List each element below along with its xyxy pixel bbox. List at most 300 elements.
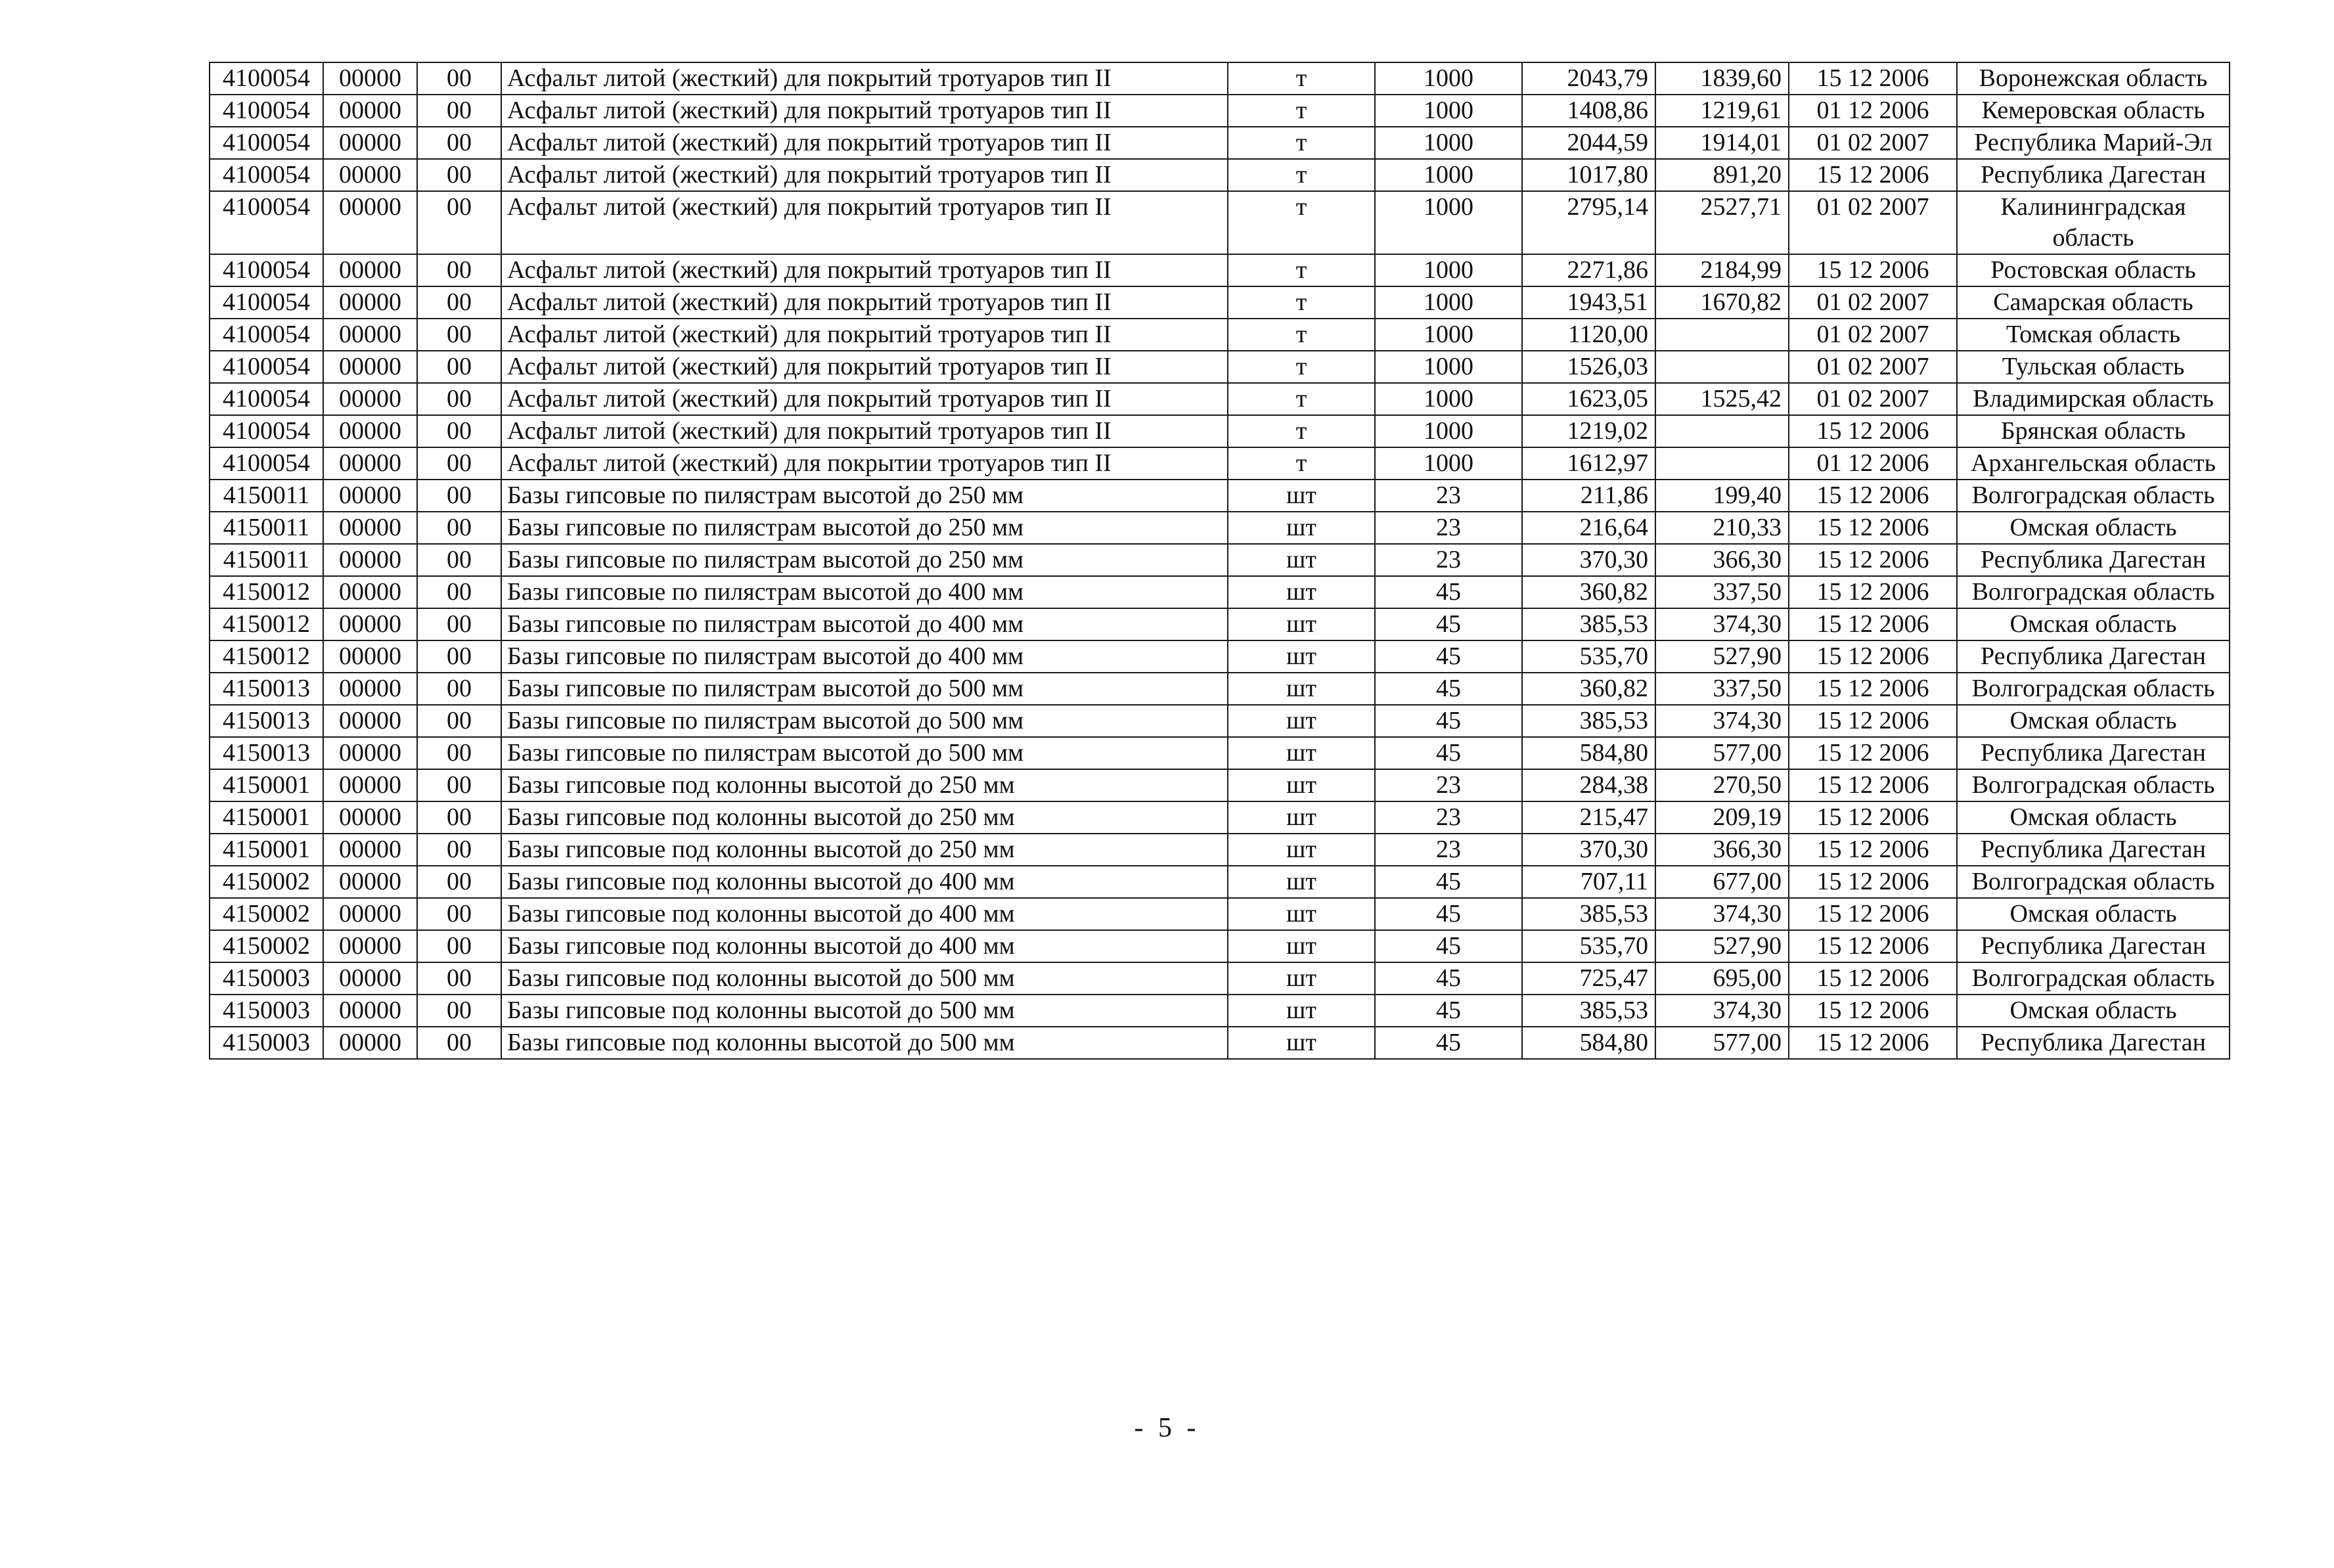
material-code-cell: 4150003 xyxy=(210,1027,323,1059)
material-name-cell: Базы гипсовые под колонны высотой до 400 мм xyxy=(501,866,1228,898)
material-code-cell: 4150011 xyxy=(210,512,323,544)
index-cell: 00 xyxy=(417,95,501,127)
table-row xyxy=(210,1027,2230,1059)
date-cell: 15 12 2006 xyxy=(1789,480,1957,512)
quantity-cell: 45 xyxy=(1375,1027,1522,1059)
subcode-cell: 00000 xyxy=(323,254,417,286)
quantity-cell: 45 xyxy=(1375,866,1522,898)
region-cell: Калининградская область xyxy=(1957,191,2230,254)
table-row xyxy=(210,544,2230,576)
price-alt-cell: 527,90 xyxy=(1655,930,1789,962)
index-cell: 00 xyxy=(417,705,501,737)
index-cell: 00 xyxy=(417,576,501,608)
quantity-cell: 45 xyxy=(1375,995,1522,1027)
quantity-cell: 23 xyxy=(1375,544,1522,576)
material-code-cell: 4100054 xyxy=(210,159,323,191)
price-alt-cell: 891,20 xyxy=(1655,159,1789,191)
unit-cell: шт xyxy=(1228,962,1375,995)
table-row xyxy=(210,351,2230,383)
region-cell: Республика Дагестан xyxy=(1957,640,2230,673)
material-code-cell: 4150012 xyxy=(210,576,323,608)
index-cell: 00 xyxy=(417,127,501,159)
price-cell: 725,47 xyxy=(1522,962,1655,995)
price-alt-cell: 1839,60 xyxy=(1655,62,1789,95)
price-cell: 535,70 xyxy=(1522,640,1655,673)
region-cell: Омская область xyxy=(1957,608,2230,640)
region-cell: Кемеровская область xyxy=(1957,95,2230,127)
region-cell: Волгоградская область xyxy=(1957,673,2230,705)
table-row xyxy=(210,898,2230,930)
date-cell: 15 12 2006 xyxy=(1789,608,1957,640)
index-cell: 00 xyxy=(417,962,501,995)
table-row xyxy=(210,286,2230,319)
material-code-cell: 4150013 xyxy=(210,705,323,737)
region-cell: Республика Дагестан xyxy=(1957,834,2230,866)
material-name-cell: Асфальт литой (жесткий) для покрытий тротуаров тип II xyxy=(501,286,1228,319)
material-name-cell: Базы гипсовые под колонны высотой до 250 мм xyxy=(501,801,1228,834)
price-alt-cell: 374,30 xyxy=(1655,705,1789,737)
subcode-cell: 00000 xyxy=(323,351,417,383)
price-alt-cell: 2527,71 xyxy=(1655,191,1789,254)
price-alt-cell xyxy=(1655,319,1789,351)
material-code-cell: 4150002 xyxy=(210,866,323,898)
date-cell: 15 12 2006 xyxy=(1789,866,1957,898)
region-cell: Самарская область xyxy=(1957,286,2230,319)
subcode-cell: 00000 xyxy=(323,447,417,480)
quantity-cell: 1000 xyxy=(1375,383,1522,415)
unit-cell: т xyxy=(1228,62,1375,95)
unit-cell: т xyxy=(1228,127,1375,159)
material-name-cell: Асфальт литой (жесткий) для покрытий тротуаров тип II xyxy=(501,415,1228,447)
material-name-cell: Базы гипсовые по пилястрам высотой до 400 мм xyxy=(501,640,1228,673)
index-cell: 00 xyxy=(417,254,501,286)
price-cell: 385,53 xyxy=(1522,995,1655,1027)
material-name-cell: Асфальт литой (жесткий) для покрытий тротуаров тип II xyxy=(501,383,1228,415)
region-cell: Томская область xyxy=(1957,319,2230,351)
price-alt-cell: 337,50 xyxy=(1655,673,1789,705)
price-cell: 360,82 xyxy=(1522,673,1655,705)
index-cell: 00 xyxy=(417,769,501,801)
subcode-cell: 00000 xyxy=(323,544,417,576)
material-code-cell: 4150013 xyxy=(210,673,323,705)
price-cell: 1943,51 xyxy=(1522,286,1655,319)
date-cell: 15 12 2006 xyxy=(1789,1027,1957,1059)
material-name-cell: Базы гипсовые по пилястрам высотой до 500 мм xyxy=(501,673,1228,705)
subcode-cell: 00000 xyxy=(323,608,417,640)
unit-cell: шт xyxy=(1228,608,1375,640)
region-cell: Омская область xyxy=(1957,801,2230,834)
index-cell: 00 xyxy=(417,898,501,930)
index-cell: 00 xyxy=(417,351,501,383)
date-cell: 01 12 2006 xyxy=(1789,95,1957,127)
date-cell: 01 02 2007 xyxy=(1789,319,1957,351)
unit-cell: шт xyxy=(1228,705,1375,737)
table-row xyxy=(210,62,2230,95)
quantity-cell: 23 xyxy=(1375,834,1522,866)
quantity-cell: 45 xyxy=(1375,576,1522,608)
date-cell: 15 12 2006 xyxy=(1789,640,1957,673)
quantity-cell: 23 xyxy=(1375,769,1522,801)
material-name-cell: Базы гипсовые под колонны высотой до 500 мм xyxy=(501,995,1228,1027)
region-cell: Волгоградская область xyxy=(1957,866,2230,898)
price-alt-cell: 199,40 xyxy=(1655,480,1789,512)
region-cell: Омская область xyxy=(1957,512,2230,544)
date-cell: 15 12 2006 xyxy=(1789,834,1957,866)
index-cell: 00 xyxy=(417,159,501,191)
index-cell: 00 xyxy=(417,480,501,512)
price-cell: 584,80 xyxy=(1522,737,1655,769)
quantity-cell: 1000 xyxy=(1375,447,1522,480)
price-alt-cell: 209,19 xyxy=(1655,801,1789,834)
material-name-cell: Асфальт литой (жесткий) для покрытий тротуаров тип II xyxy=(501,62,1228,95)
subcode-cell: 00000 xyxy=(323,995,417,1027)
subcode-cell: 00000 xyxy=(323,480,417,512)
quantity-cell: 1000 xyxy=(1375,254,1522,286)
price-alt-cell: 577,00 xyxy=(1655,1027,1789,1059)
index-cell: 00 xyxy=(417,512,501,544)
unit-cell: шт xyxy=(1228,801,1375,834)
material-code-cell: 4100054 xyxy=(210,351,323,383)
table-row xyxy=(210,866,2230,898)
material-name-cell: Базы гипсовые по пилястрам высотой до 400 мм xyxy=(501,608,1228,640)
unit-cell: т xyxy=(1228,447,1375,480)
subcode-cell: 00000 xyxy=(323,801,417,834)
index-cell: 00 xyxy=(417,834,501,866)
index-cell: 00 xyxy=(417,447,501,480)
price-alt-cell: 270,50 xyxy=(1655,769,1789,801)
index-cell: 00 xyxy=(417,995,501,1027)
table-row xyxy=(210,801,2230,834)
unit-cell: т xyxy=(1228,191,1375,254)
quantity-cell: 1000 xyxy=(1375,286,1522,319)
table-row xyxy=(210,415,2230,447)
material-code-cell: 4150002 xyxy=(210,898,323,930)
material-name-cell: Базы гипсовые под колонны высотой до 250 мм xyxy=(501,769,1228,801)
price-alt-cell: 366,30 xyxy=(1655,834,1789,866)
region-cell: Архангельская область xyxy=(1957,447,2230,480)
price-cell: 1408,86 xyxy=(1522,95,1655,127)
quantity-cell: 45 xyxy=(1375,705,1522,737)
index-cell: 00 xyxy=(417,191,501,254)
table-row xyxy=(210,159,2230,191)
table-row xyxy=(210,480,2230,512)
material-code-cell: 4100054 xyxy=(210,447,323,480)
price-table xyxy=(209,62,2230,1060)
subcode-cell: 00000 xyxy=(323,705,417,737)
subcode-cell: 00000 xyxy=(323,898,417,930)
table-row xyxy=(210,705,2230,737)
material-code-cell: 4100054 xyxy=(210,319,323,351)
material-code-cell: 4150003 xyxy=(210,962,323,995)
unit-cell: шт xyxy=(1228,737,1375,769)
date-cell: 15 12 2006 xyxy=(1789,737,1957,769)
price-alt-cell xyxy=(1655,447,1789,480)
unit-cell: шт xyxy=(1228,673,1375,705)
table-row xyxy=(210,127,2230,159)
subcode-cell: 00000 xyxy=(323,866,417,898)
price-cell: 370,30 xyxy=(1522,544,1655,576)
quantity-cell: 45 xyxy=(1375,737,1522,769)
material-name-cell: Асфальт литой (жесткий) для покрытий тротуаров тип II xyxy=(501,254,1228,286)
material-code-cell: 4100054 xyxy=(210,95,323,127)
price-alt-cell: 577,00 xyxy=(1655,737,1789,769)
subcode-cell: 00000 xyxy=(323,737,417,769)
table-row xyxy=(210,995,2230,1027)
price-alt-cell: 1525,42 xyxy=(1655,383,1789,415)
date-cell: 15 12 2006 xyxy=(1789,673,1957,705)
quantity-cell: 1000 xyxy=(1375,319,1522,351)
region-cell: Волгоградская область xyxy=(1957,576,2230,608)
material-code-cell: 4150003 xyxy=(210,995,323,1027)
material-name-cell: Базы гипсовые по пилястрам высотой до 500 мм xyxy=(501,705,1228,737)
subcode-cell: 00000 xyxy=(323,159,417,191)
price-alt-cell: 1670,82 xyxy=(1655,286,1789,319)
material-name-cell: Асфальт литой (жесткий) для покрытии тротуаров тип II xyxy=(501,447,1228,480)
price-alt-cell: 695,00 xyxy=(1655,962,1789,995)
date-cell: 15 12 2006 xyxy=(1789,801,1957,834)
material-code-cell: 4100054 xyxy=(210,383,323,415)
price-cell: 370,30 xyxy=(1522,834,1655,866)
date-cell: 15 12 2006 xyxy=(1789,769,1957,801)
quantity-cell: 1000 xyxy=(1375,415,1522,447)
unit-cell: шт xyxy=(1228,930,1375,962)
index-cell: 00 xyxy=(417,608,501,640)
table-row xyxy=(210,447,2230,480)
table-row xyxy=(210,512,2230,544)
unit-cell: шт xyxy=(1228,834,1375,866)
price-cell: 1623,05 xyxy=(1522,383,1655,415)
date-cell: 15 12 2006 xyxy=(1789,705,1957,737)
material-name-cell: Базы гипсовые под колонны высотой до 250 мм xyxy=(501,834,1228,866)
subcode-cell: 00000 xyxy=(323,62,417,95)
price-cell: 385,53 xyxy=(1522,608,1655,640)
price-cell: 1017,80 xyxy=(1522,159,1655,191)
unit-cell: шт xyxy=(1228,480,1375,512)
table-row xyxy=(210,673,2230,705)
quantity-cell: 45 xyxy=(1375,962,1522,995)
price-cell: 215,47 xyxy=(1522,801,1655,834)
table-row xyxy=(210,95,2230,127)
price-alt-cell: 374,30 xyxy=(1655,608,1789,640)
material-code-cell: 4100054 xyxy=(210,127,323,159)
quantity-cell: 45 xyxy=(1375,640,1522,673)
price-cell: 584,80 xyxy=(1522,1027,1655,1059)
subcode-cell: 00000 xyxy=(323,127,417,159)
region-cell: Омская область xyxy=(1957,995,2230,1027)
quantity-cell: 45 xyxy=(1375,608,1522,640)
price-cell: 1612,97 xyxy=(1522,447,1655,480)
price-alt-cell: 374,30 xyxy=(1655,898,1789,930)
quantity-cell: 1000 xyxy=(1375,351,1522,383)
quantity-cell: 23 xyxy=(1375,512,1522,544)
price-cell: 385,53 xyxy=(1522,898,1655,930)
price-cell: 707,11 xyxy=(1522,866,1655,898)
material-code-cell: 4150001 xyxy=(210,834,323,866)
index-cell: 00 xyxy=(417,415,501,447)
price-alt-cell: 677,00 xyxy=(1655,866,1789,898)
page-number: - 5 - xyxy=(1134,1413,1200,1443)
index-cell: 00 xyxy=(417,801,501,834)
unit-cell: т xyxy=(1228,159,1375,191)
unit-cell: т xyxy=(1228,286,1375,319)
date-cell: 15 12 2006 xyxy=(1789,512,1957,544)
date-cell: 15 12 2006 xyxy=(1789,995,1957,1027)
subcode-cell: 00000 xyxy=(323,319,417,351)
price-cell: 211,86 xyxy=(1522,480,1655,512)
subcode-cell: 00000 xyxy=(323,95,417,127)
unit-cell: шт xyxy=(1228,769,1375,801)
table-row xyxy=(210,191,2230,254)
unit-cell: т xyxy=(1228,95,1375,127)
date-cell: 15 12 2006 xyxy=(1789,898,1957,930)
subcode-cell: 00000 xyxy=(323,576,417,608)
price-alt-cell xyxy=(1655,415,1789,447)
unit-cell: шт xyxy=(1228,544,1375,576)
region-cell: Тульская область xyxy=(1957,351,2230,383)
subcode-cell: 00000 xyxy=(323,383,417,415)
material-code-cell: 4150012 xyxy=(210,608,323,640)
material-code-cell: 4100054 xyxy=(210,191,323,254)
subcode-cell: 00000 xyxy=(323,769,417,801)
index-cell: 00 xyxy=(417,383,501,415)
index-cell: 00 xyxy=(417,544,501,576)
index-cell: 00 xyxy=(417,866,501,898)
date-cell: 01 02 2007 xyxy=(1789,191,1957,254)
table-row xyxy=(210,769,2230,801)
material-name-cell: Базы гипсовые по пилястрам высотой до 250 мм xyxy=(501,544,1228,576)
price-cell: 2795,14 xyxy=(1522,191,1655,254)
date-cell: 15 12 2006 xyxy=(1789,544,1957,576)
subcode-cell: 00000 xyxy=(323,640,417,673)
material-code-cell: 4150002 xyxy=(210,930,323,962)
material-name-cell: Асфальт литой (жесткий) для покрытий тротуаров тип II xyxy=(501,351,1228,383)
material-name-cell: Базы гипсовые по пилястрам высотой до 400 мм xyxy=(501,576,1228,608)
date-cell: 15 12 2006 xyxy=(1789,415,1957,447)
material-code-cell: 4150011 xyxy=(210,480,323,512)
date-cell: 15 12 2006 xyxy=(1789,254,1957,286)
table-body xyxy=(210,62,2230,1059)
unit-cell: т xyxy=(1228,415,1375,447)
table-row xyxy=(210,640,2230,673)
price-cell: 2271,86 xyxy=(1522,254,1655,286)
region-cell: Брянская область xyxy=(1957,415,2230,447)
region-cell: Волгоградская область xyxy=(1957,769,2230,801)
price-alt-cell: 2184,99 xyxy=(1655,254,1789,286)
material-code-cell: 4150012 xyxy=(210,640,323,673)
table-row xyxy=(210,576,2230,608)
date-cell: 01 02 2007 xyxy=(1789,383,1957,415)
price-cell: 1120,00 xyxy=(1522,319,1655,351)
region-cell: Омская область xyxy=(1957,898,2230,930)
unit-cell: шт xyxy=(1228,898,1375,930)
region-cell: Республика Дагестан xyxy=(1957,1027,2230,1059)
region-cell: Республика Дагестан xyxy=(1957,159,2230,191)
date-cell: 01 02 2007 xyxy=(1789,127,1957,159)
material-name-cell: Базы гипсовые по пилястрам высотой до 250 мм xyxy=(501,480,1228,512)
quantity-cell: 23 xyxy=(1375,801,1522,834)
table-row xyxy=(210,930,2230,962)
region-cell: Республика Дагестан xyxy=(1957,737,2230,769)
material-name-cell: Базы гипсовые под колонны высотой до 500 мм xyxy=(501,1027,1228,1059)
index-cell: 00 xyxy=(417,319,501,351)
material-code-cell: 4100054 xyxy=(210,286,323,319)
date-cell: 01 02 2007 xyxy=(1789,286,1957,319)
quantity-cell: 45 xyxy=(1375,930,1522,962)
date-cell: 15 12 2006 xyxy=(1789,159,1957,191)
unit-cell: т xyxy=(1228,383,1375,415)
table-row xyxy=(210,834,2230,866)
subcode-cell: 00000 xyxy=(323,962,417,995)
quantity-cell: 1000 xyxy=(1375,62,1522,95)
date-cell: 15 12 2006 xyxy=(1789,930,1957,962)
price-cell: 2044,59 xyxy=(1522,127,1655,159)
subcode-cell: 00000 xyxy=(323,673,417,705)
price-cell: 2043,79 xyxy=(1522,62,1655,95)
region-cell: Воронежская область xyxy=(1957,62,2230,95)
quantity-cell: 45 xyxy=(1375,673,1522,705)
unit-cell: шт xyxy=(1228,640,1375,673)
material-name-cell: Асфальт литой (жесткий) для покрытий тротуаров тип II xyxy=(501,319,1228,351)
material-code-cell: 4100054 xyxy=(210,254,323,286)
index-cell: 00 xyxy=(417,1027,501,1059)
material-name-cell: Базы гипсовые под колонны высотой до 500 мм xyxy=(501,962,1228,995)
price-cell: 1526,03 xyxy=(1522,351,1655,383)
table-row xyxy=(210,608,2230,640)
date-cell: 15 12 2006 xyxy=(1789,962,1957,995)
subcode-cell: 00000 xyxy=(323,1027,417,1059)
price-alt-cell: 366,30 xyxy=(1655,544,1789,576)
index-cell: 00 xyxy=(417,62,501,95)
unit-cell: шт xyxy=(1228,866,1375,898)
material-name-cell: Базы гипсовые под колонны высотой до 400 мм xyxy=(501,930,1228,962)
region-cell: Волгоградская область xyxy=(1957,480,2230,512)
unit-cell: т xyxy=(1228,254,1375,286)
material-code-cell: 4150001 xyxy=(210,801,323,834)
table-row xyxy=(210,962,2230,995)
index-cell: 00 xyxy=(417,286,501,319)
subcode-cell: 00000 xyxy=(323,512,417,544)
material-code-cell: 4150013 xyxy=(210,737,323,769)
quantity-cell: 1000 xyxy=(1375,95,1522,127)
unit-cell: т xyxy=(1228,319,1375,351)
price-cell: 360,82 xyxy=(1522,576,1655,608)
quantity-cell: 23 xyxy=(1375,480,1522,512)
date-cell: 15 12 2006 xyxy=(1789,62,1957,95)
region-cell: Волгоградская область xyxy=(1957,962,2230,995)
price-cell: 284,38 xyxy=(1522,769,1655,801)
price-alt-cell xyxy=(1655,351,1789,383)
quantity-cell: 1000 xyxy=(1375,191,1522,254)
table-row xyxy=(210,737,2230,769)
index-cell: 00 xyxy=(417,737,501,769)
unit-cell: шт xyxy=(1228,995,1375,1027)
table-row xyxy=(210,254,2230,286)
price-alt-cell: 1219,61 xyxy=(1655,95,1789,127)
unit-cell: шт xyxy=(1228,512,1375,544)
index-cell: 00 xyxy=(417,640,501,673)
material-name-cell: Базы гипсовые под колонны высотой до 400 мм xyxy=(501,898,1228,930)
table-row xyxy=(210,383,2230,415)
subcode-cell: 00000 xyxy=(323,286,417,319)
quantity-cell: 1000 xyxy=(1375,127,1522,159)
date-cell: 01 02 2007 xyxy=(1789,351,1957,383)
material-code-cell: 4150011 xyxy=(210,544,323,576)
quantity-cell: 45 xyxy=(1375,898,1522,930)
region-cell: Республика Дагестан xyxy=(1957,930,2230,962)
region-cell: Республика Марий-Эл xyxy=(1957,127,2230,159)
region-cell: Омская область xyxy=(1957,705,2230,737)
subcode-cell: 00000 xyxy=(323,415,417,447)
